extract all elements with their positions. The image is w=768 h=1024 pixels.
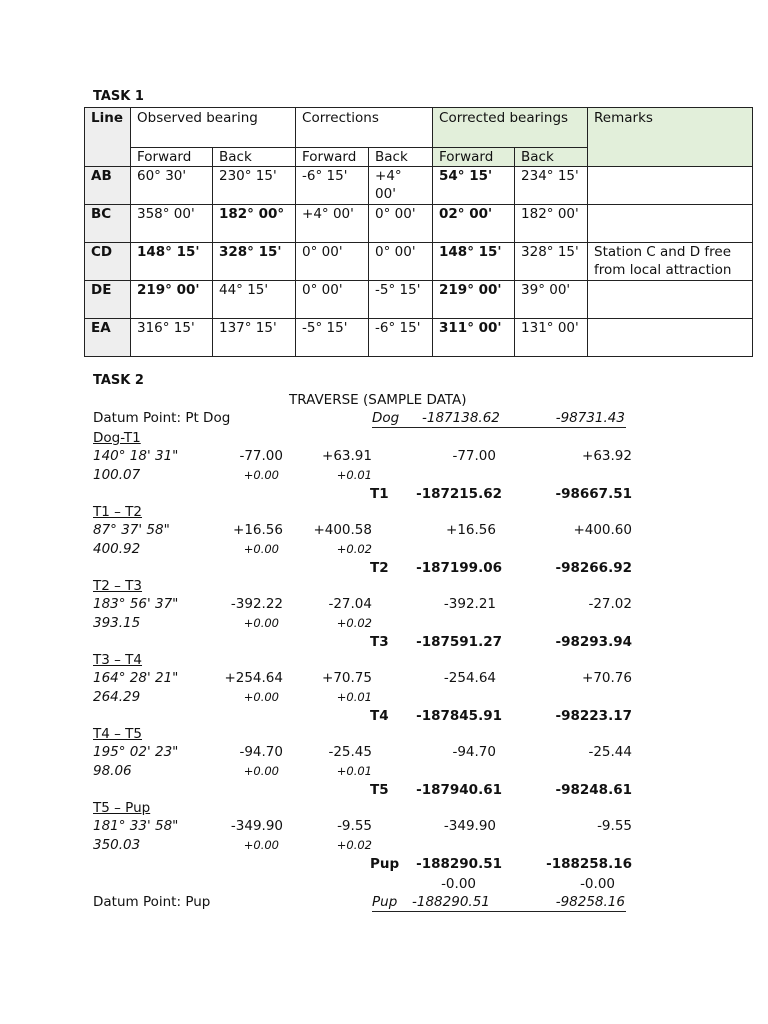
leg-dy: -77.00	[239, 448, 283, 464]
table-row	[85, 319, 753, 357]
cell-corr-forward: 0° 00'	[296, 281, 369, 319]
leg-adj-y: -392.21	[443, 596, 496, 612]
leg-adj-x: -27.02	[588, 596, 632, 612]
header-remarks: Remarks	[588, 108, 753, 167]
cell-line: CD	[85, 243, 131, 281]
cell-cb-back: 328° 15'	[515, 243, 588, 281]
station-y: -187199.06	[416, 560, 502, 576]
table-row	[85, 167, 753, 205]
leg-adj-x: +400.60	[573, 522, 632, 538]
station-x: -188258.16	[546, 856, 632, 872]
leg-name: T1 – T2	[93, 504, 143, 520]
subheader-forward: Forward	[296, 148, 369, 167]
leg-corr-x: +0.01	[336, 468, 372, 482]
leg-distance: 393.15	[93, 615, 141, 631]
cell-corr-forward: +4° 00'	[296, 205, 369, 243]
leg-dy: -349.90	[230, 818, 283, 834]
cell-obs-back: 328° 15'	[213, 243, 296, 281]
cell-obs-forward: 316° 15'	[131, 319, 213, 357]
subheader-back: Back	[369, 148, 433, 167]
subheader-back: Back	[515, 148, 588, 167]
leg-corr-y: +0.00	[243, 616, 279, 630]
leg-distance: 400.92	[93, 541, 141, 557]
leg-adj-x: +70.76	[582, 670, 632, 686]
leg-adj-y: +16.56	[446, 522, 496, 538]
cell-obs-forward: 148° 15'	[131, 243, 213, 281]
station-y: -187845.91	[416, 708, 502, 724]
leg-name: T3 – T4	[93, 652, 143, 668]
station-y: -187215.62	[416, 486, 502, 502]
leg-name: T2 – T3	[93, 578, 143, 594]
datum-start-underline	[372, 427, 626, 428]
station-label: T5	[370, 782, 389, 798]
station-x: -98266.92	[555, 560, 632, 576]
cell-line: AB	[85, 167, 131, 205]
subheader-forward: Forward	[131, 148, 213, 167]
cell-corr-forward: -6° 15'	[296, 167, 369, 205]
leg-adj-y: -349.90	[443, 818, 496, 834]
leg-name: T5 – Pup	[93, 800, 151, 816]
leg-dx: +70.75	[322, 670, 372, 686]
station-label: Pup	[370, 856, 400, 872]
station-y: -188290.51	[416, 856, 502, 872]
leg-corr-x: +0.02	[336, 616, 372, 630]
leg-dy: +254.64	[224, 670, 283, 686]
station-x: -98248.61	[555, 782, 632, 798]
traverse-heading: TRAVERSE (SAMPLE DATA)	[289, 392, 467, 408]
leg-corr-y: +0.00	[243, 764, 279, 778]
cell-corr-back: +4° 00'	[369, 167, 433, 205]
leg-bearing: 183° 56' 37"	[93, 596, 179, 612]
cell-remarks: Station C and D free from local attraction	[588, 243, 753, 281]
leg-dx: -9.55	[337, 818, 372, 834]
leg-corr-y: +0.00	[243, 838, 279, 852]
cell-corr-back: -6° 15'	[369, 319, 433, 357]
cell-cb-forward: 311° 00'	[433, 319, 515, 357]
leg-bearing: 164° 28' 21"	[93, 670, 179, 686]
leg-distance: 264.29	[93, 689, 141, 705]
datum-start-x: -98731.43	[555, 410, 625, 426]
cell-obs-forward: 219° 00'	[131, 281, 213, 319]
station-label: T4	[370, 708, 389, 724]
cell-cb-back: 234° 15'	[515, 167, 588, 205]
station-y: -187940.61	[416, 782, 502, 798]
leg-adj-x: +63.92	[582, 448, 632, 464]
cell-cb-back: 182° 00'	[515, 205, 588, 243]
leg-adj-y: -254.64	[443, 670, 496, 686]
leg-corr-x: +0.02	[336, 542, 372, 556]
datum-end-y: -188290.51	[412, 894, 490, 910]
cell-remarks	[588, 319, 753, 357]
cell-obs-back: 230° 15'	[213, 167, 296, 205]
cell-obs-back: 44° 15'	[213, 281, 296, 319]
cell-line: EA	[85, 319, 131, 357]
leg-bearing: 140° 18' 31"	[93, 448, 179, 464]
datum-start-y: -187138.62	[422, 410, 500, 426]
cell-remarks	[588, 205, 753, 243]
cell-cb-back: 131° 00'	[515, 319, 588, 357]
leg-corr-x: +0.02	[336, 838, 372, 852]
leg-bearing: 87° 37' 58"	[93, 522, 170, 538]
table-row	[85, 243, 753, 281]
leg-bearing: 195° 02' 23"	[93, 744, 179, 760]
leg-dy: -392.22	[230, 596, 283, 612]
leg-dy: +16.56	[233, 522, 283, 538]
cell-obs-back: 182° 00°	[213, 205, 296, 243]
task2-title: TASK 2	[93, 373, 144, 388]
leg-corr-y: +0.00	[243, 468, 279, 482]
station-label: T2	[370, 560, 389, 576]
misclosure-y: -0.00	[441, 876, 476, 892]
datum-end-station: Pup	[372, 894, 398, 910]
cell-cb-forward: 02° 00'	[433, 205, 515, 243]
datum-start-station: Dog	[372, 410, 400, 426]
leg-adj-y: -77.00	[452, 448, 496, 464]
header-corrected: Corrected bearings	[433, 108, 588, 148]
bearing-table	[84, 107, 753, 357]
leg-dx: +400.58	[313, 522, 372, 538]
cell-obs-back: 137° 15'	[213, 319, 296, 357]
cell-remarks	[588, 167, 753, 205]
leg-dx: +63.91	[322, 448, 372, 464]
leg-name: T4 – T5	[93, 726, 143, 742]
cell-cb-forward: 54° 15'	[433, 167, 515, 205]
leg-adj-x: -9.55	[597, 818, 632, 834]
table-row	[85, 205, 753, 243]
leg-corr-y: +0.00	[243, 690, 279, 704]
leg-adj-x: -25.44	[588, 744, 632, 760]
task1-title: TASK 1	[93, 89, 144, 104]
cell-obs-forward: 60° 30'	[131, 167, 213, 205]
station-x: -98293.94	[555, 634, 632, 650]
cell-cb-back: 39° 00'	[515, 281, 588, 319]
leg-dx: -25.45	[328, 744, 372, 760]
datum-end-label: Datum Point: Pup	[93, 894, 211, 910]
cell-corr-back: -5° 15'	[369, 281, 433, 319]
header-observed: Observed bearing	[131, 108, 296, 148]
station-label: T1	[370, 486, 389, 502]
leg-bearing: 181° 33' 58"	[93, 818, 179, 834]
leg-corr-x: +0.01	[336, 690, 372, 704]
leg-dy: -94.70	[239, 744, 283, 760]
misclosure-x: -0.00	[580, 876, 615, 892]
datum-end-underline	[372, 911, 626, 912]
cell-cb-forward: 219° 00'	[433, 281, 515, 319]
cell-corr-back: 0° 00'	[369, 243, 433, 281]
subheader-back: Back	[213, 148, 296, 167]
subheader-forward: Forward	[433, 148, 515, 167]
station-y: -187591.27	[416, 634, 502, 650]
cell-line: BC	[85, 205, 131, 243]
datum-start-label: Datum Point: Pt Dog	[93, 410, 231, 426]
leg-distance: 350.03	[93, 837, 141, 853]
leg-corr-y: +0.00	[243, 542, 279, 556]
leg-distance: 100.07	[93, 467, 141, 483]
datum-end-x: -98258.16	[555, 894, 625, 910]
table-row	[85, 281, 753, 319]
cell-corr-back: 0° 00'	[369, 205, 433, 243]
leg-dx: -27.04	[328, 596, 372, 612]
cell-corr-forward: -5° 15'	[296, 319, 369, 357]
leg-distance: 98.06	[93, 763, 132, 779]
leg-adj-y: -94.70	[452, 744, 496, 760]
station-x: -98667.51	[555, 486, 632, 502]
cell-obs-forward: 358° 00'	[131, 205, 213, 243]
cell-corr-forward: 0° 00'	[296, 243, 369, 281]
station-x: -98223.17	[555, 708, 632, 724]
cell-line: DE	[85, 281, 131, 319]
cell-cb-forward: 148° 15'	[433, 243, 515, 281]
station-label: T3	[370, 634, 389, 650]
leg-name: Dog-T1	[93, 430, 141, 446]
header-line: Line	[85, 108, 131, 167]
cell-remarks	[588, 281, 753, 319]
leg-corr-x: +0.01	[336, 764, 372, 778]
header-corrections: Corrections	[296, 108, 433, 148]
